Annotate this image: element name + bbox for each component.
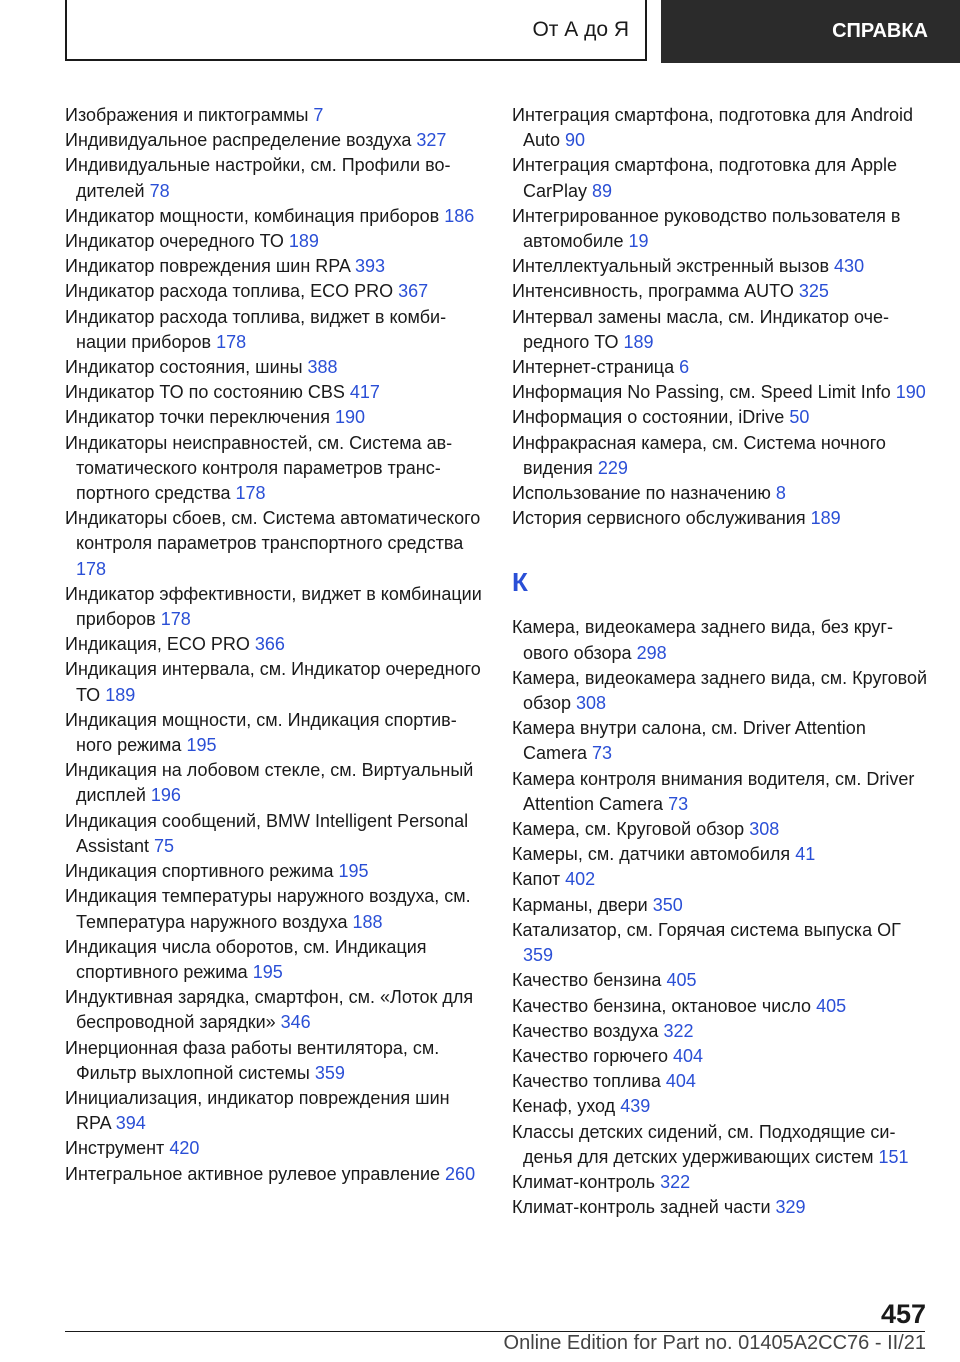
page-reference-link[interactable]: 367	[398, 281, 429, 302]
index-entry	[512, 716, 932, 766]
page-reference-link[interactable]: 346	[280, 1012, 311, 1033]
page-reference-link[interactable]: 190	[895, 382, 926, 403]
index-entry-term: Интегральное активное рулевое управление	[65, 1163, 441, 1184]
index-entry-term: Качество бензина	[512, 970, 662, 991]
page-reference-link[interactable]: 308	[576, 693, 607, 714]
index-entry	[512, 305, 932, 355]
index-entry-term: Индикация спортивного режима	[65, 861, 334, 882]
index-entry	[65, 884, 485, 934]
index-entry-term: Использование по назначению	[512, 483, 771, 504]
index-entry	[512, 405, 932, 430]
index-entry	[512, 254, 932, 279]
index-entry	[65, 1036, 485, 1086]
page-reference-link[interactable]: 189	[105, 684, 136, 705]
page-reference-link[interactable]: 195	[252, 961, 283, 982]
index-entry	[512, 867, 932, 892]
page-reference-link[interactable]: 190	[334, 407, 366, 428]
page-reference-link[interactable]: 350	[652, 894, 683, 915]
page-reference-link[interactable]: 73	[668, 793, 689, 814]
page-reference-link[interactable]: 178	[216, 331, 247, 352]
index-entry	[65, 254, 485, 279]
index-entry	[65, 279, 485, 304]
page-reference-link[interactable]: 417	[349, 382, 380, 403]
footer-edition-text: Online Edition for Part no. 01405A2CC76 - II/21	[503, 1332, 926, 1354]
index-entry	[65, 1086, 485, 1136]
index-entry	[65, 305, 485, 355]
index-entry-term: Индикатор состояния, шины	[65, 357, 303, 378]
index-entry	[65, 632, 485, 657]
index-entry-term: Интернет-страница	[512, 357, 675, 378]
index-entry-term: Индикация числа оборотов, см. Индикация спортивного режима	[65, 936, 427, 982]
index-entry-term: Климат-контроль задней части	[512, 1197, 771, 1218]
index-entry-term: Классы детских сидений, см. Подходящие сиденья для детских удерживающих систем	[512, 1121, 896, 1167]
page-reference-link[interactable]: 430	[834, 256, 865, 277]
index-entry-term: Индикатор повреждения шин RPA	[65, 256, 350, 277]
index-entry-term: Индикация, ECO PRO	[65, 634, 250, 655]
index-entry-term: Инфракрасная камера, см. Система ночного видения	[512, 432, 886, 478]
index-group-k	[512, 615, 932, 1220]
index-entry	[65, 229, 485, 254]
index-entry-term: Качество топлива	[512, 1071, 661, 1092]
index-entry-term: Интеграция смартфона, подготовка для Apple CarPlay	[512, 155, 897, 201]
index-entry	[512, 817, 932, 842]
index-entry-term: Интенсивность, программа AUTO	[512, 281, 794, 302]
index-entry	[512, 1069, 932, 1094]
page-reference-link[interactable]: 260	[445, 1163, 476, 1184]
index-entry-term: Интеграция смартфона, подготовка для Android Auto	[512, 105, 913, 151]
index-entry	[512, 431, 932, 481]
index-entry-term: Камера, видеокамера заднего вида, без кругового обзора	[512, 617, 893, 663]
index-entry-term: Камера, см. Круговой обзор	[512, 819, 745, 840]
page-reference-link[interactable]: 195	[186, 735, 217, 756]
page-reference-link[interactable]: 404	[665, 1071, 696, 1092]
page-reference-link[interactable]: 41	[795, 844, 816, 865]
index-entry	[512, 1094, 932, 1119]
index-entry-term: Индикатор мощности, комбинация приборов	[65, 205, 440, 226]
index-entry	[65, 1162, 485, 1187]
index-entry-term: Камера внутри салона, см. Driver Attention Camera	[512, 718, 866, 764]
page-reference-link[interactable]: 189	[288, 231, 319, 252]
index-entry-term: Индикация сообщений, BMW Intelligent Personal Assistant	[65, 810, 469, 856]
page-reference-link[interactable]: 19	[628, 231, 649, 252]
page-reference-link[interactable]: 188	[352, 911, 383, 932]
index-entry-term: Качество бензина, октановое число	[512, 995, 812, 1016]
index-entry	[65, 985, 485, 1035]
index-entry-term: Интервал замены масла, см. Индикатор очередного ТО	[512, 306, 890, 352]
index-entry-term: Индивидуальные настройки, см. Профили водителей	[65, 155, 451, 201]
page-reference-link[interactable]: 359	[523, 945, 554, 966]
index-entry	[65, 405, 485, 430]
index-entry-term: Индикация интервала, см. Индикатор очередного ТО	[65, 659, 481, 705]
page-reference-link[interactable]: 178	[160, 609, 191, 630]
page-reference-link[interactable]: 439	[620, 1096, 651, 1117]
index-entry	[512, 893, 932, 918]
index-entry-term: Индивидуальное распределение воздуха	[65, 130, 412, 151]
page-reference-link[interactable]: 229	[597, 457, 628, 478]
page-reference-link[interactable]: 73	[592, 743, 613, 764]
page-reference-link[interactable]: 329	[775, 1197, 806, 1218]
page-reference-link[interactable]: 178	[76, 558, 107, 579]
index-entry-term: Камера, видеокамера заднего вида, см. Круговой обзор	[512, 667, 928, 714]
index-entry	[65, 935, 485, 985]
section-letter-heading: К	[512, 567, 528, 598]
page-reference-link[interactable]: 196	[150, 785, 181, 806]
page-reference-link[interactable]: 186	[444, 205, 475, 226]
page-reference-link[interactable]: 189	[623, 331, 654, 352]
index-entry	[65, 153, 485, 203]
index-entry	[65, 431, 485, 507]
index-entry	[512, 918, 932, 968]
index-entry	[512, 1170, 932, 1195]
index-entry	[512, 767, 932, 817]
index-entry-term: Интегрированное руководство пользователя в автомобиле	[512, 205, 901, 252]
page-reference-link[interactable]: 359	[314, 1062, 345, 1083]
index-entry	[65, 758, 485, 808]
index-entry-term: Камера контроля внимания водителя, см. Driver Attention Camera	[512, 768, 915, 814]
section-tab: От А до Я	[65, 0, 647, 61]
index-entry	[65, 128, 485, 153]
page-reference-link[interactable]: 298	[636, 642, 667, 663]
page-reference-link[interactable]: 405	[666, 970, 697, 991]
page-reference-link[interactable]: 189	[810, 508, 841, 529]
page-reference-link[interactable]: 420	[169, 1138, 200, 1159]
index-entry	[65, 380, 485, 405]
index-entry-term: Климат-контроль	[512, 1171, 656, 1192]
index-entry-term: Индикатор очередного ТО	[65, 231, 284, 252]
index-entry-term: Инициализация, индикатор повреждения шин RPA	[65, 1087, 450, 1134]
page-reference-link[interactable]: 394	[115, 1113, 146, 1134]
index-column-right	[512, 103, 932, 1220]
page-reference-link[interactable]: 6	[679, 357, 690, 378]
index-entry-term: Индикатор расхода топлива, ECO PRO	[65, 281, 394, 302]
index-entry	[512, 380, 932, 405]
index-column-left	[65, 103, 485, 1187]
index-entry-term: Информация о состоянии, iDrive	[512, 407, 785, 428]
index-entry-term: Камеры, см. датчики автомобиля	[512, 844, 791, 865]
index-entry	[512, 1044, 932, 1069]
index-entry	[512, 481, 932, 506]
index-entry	[512, 1019, 932, 1044]
index-entry	[512, 1120, 932, 1170]
index-entry-term: Индикатор ТО по состоянию CBS	[65, 382, 345, 403]
index-entry-term: Индикаторы сбоев, см. Система автоматического контроля параметров транспортного средства	[65, 508, 481, 554]
index-entry	[512, 355, 932, 380]
page-reference-link[interactable]: 90	[565, 130, 586, 151]
index-entry	[512, 968, 932, 993]
index-entry-term: Катализатор, см. Горячая система выпуска ОГ	[512, 919, 901, 940]
index-entry-term: Индикатор точки переключения	[65, 407, 330, 428]
index-entry	[65, 103, 485, 128]
index-entry-term: Карманы, двери	[512, 894, 648, 915]
page-reference-link[interactable]: 366	[254, 634, 285, 655]
page-reference-link[interactable]: 388	[307, 357, 338, 378]
index-entry-term: Индуктивная зарядка, смартфон, см. «Лоток для беспроводной зарядки»	[65, 987, 474, 1033]
index-entry	[512, 842, 932, 867]
page-reference-link[interactable]: 8	[775, 483, 786, 504]
index-entry	[512, 1195, 932, 1220]
page-reference-link[interactable]: 402	[565, 869, 596, 890]
index-entry-term: Кенаф, уход	[512, 1096, 616, 1117]
index-entry-term: Инерционная фаза работы вентилятора, см. Фильтр выхлопной системы	[65, 1037, 440, 1083]
index-group-i	[512, 103, 932, 531]
page-number: 457	[880, 1299, 926, 1329]
index-entry	[65, 204, 485, 229]
page-reference-link[interactable]: 50	[789, 407, 810, 428]
index-entry-term: Инструмент	[65, 1138, 165, 1159]
index-entry	[512, 103, 932, 153]
index-entry-term: Индикаторы неисправностей, см. Система автоматического контроля параметров транспортного средства	[65, 432, 453, 504]
index-entry	[65, 708, 485, 758]
index-entry-term: Изображения и пиктограммы	[65, 105, 309, 125]
index-entry-term: Качество воздуха	[512, 1020, 659, 1041]
page-reference-link[interactable]: 7	[313, 105, 324, 125]
chapter-title-tab: СПРАВКА	[661, 0, 960, 63]
index-entry-term: Индикация на лобовом стекле, см. Виртуальный дисплей	[65, 760, 474, 806]
index-entry	[512, 506, 932, 531]
index-entry	[65, 859, 485, 884]
page-reference-link[interactable]: 322	[660, 1171, 691, 1192]
index-entry	[512, 153, 932, 203]
page-header	[65, 0, 960, 65]
index-entry	[65, 809, 485, 859]
page-reference-link[interactable]: 308	[749, 819, 780, 840]
page-reference-link[interactable]: 195	[338, 861, 369, 882]
page-reference-link[interactable]: 404	[673, 1045, 704, 1066]
index-entry	[512, 204, 932, 254]
page-reference-link[interactable]: 178	[235, 483, 266, 504]
page-reference-link[interactable]: 78	[149, 180, 170, 201]
index-entry-term: История сервисного обслуживания	[512, 508, 806, 529]
page-reference-link[interactable]: 89	[592, 180, 613, 201]
index-entry	[65, 657, 485, 707]
index-entry	[65, 355, 485, 380]
index-entry-term: Качество горючего	[512, 1045, 668, 1066]
index-entry-term: Информация No Passing, см. Speed Limit Info	[512, 382, 891, 403]
index-entry-term: Индикатор расхода топлива, виджет в комбинации приборов	[65, 306, 447, 352]
index-entry	[512, 279, 932, 304]
index-entry	[65, 1136, 485, 1161]
index-entry-term: Интеллектуальный экстренный вызов	[512, 256, 830, 277]
page-reference-link[interactable]: 405	[816, 995, 847, 1016]
page-reference-link[interactable]: 151	[878, 1146, 909, 1167]
page-reference-link[interactable]: 322	[663, 1020, 694, 1041]
index-entry-term: Капот	[512, 869, 561, 890]
page-reference-link[interactable]: 325	[798, 281, 829, 302]
page-reference-link[interactable]: 75	[154, 835, 175, 856]
index-entry	[65, 582, 485, 632]
index-entry-term: Индикация мощности, см. Индикация спортивного режима	[65, 709, 457, 756]
index-entry	[512, 666, 932, 716]
page-reference-link[interactable]: 327	[416, 130, 447, 151]
index-entry	[512, 615, 932, 665]
index-entry	[512, 994, 932, 1019]
index-entry-term: Индикатор эффективности, виджет в комбинации приборов	[65, 583, 482, 630]
page-reference-link[interactable]: 393	[354, 256, 386, 277]
index-entry-term: Индикация температуры наружного воздуха, см. Температура наружного воздуха	[65, 886, 471, 932]
index-entry	[65, 506, 485, 582]
